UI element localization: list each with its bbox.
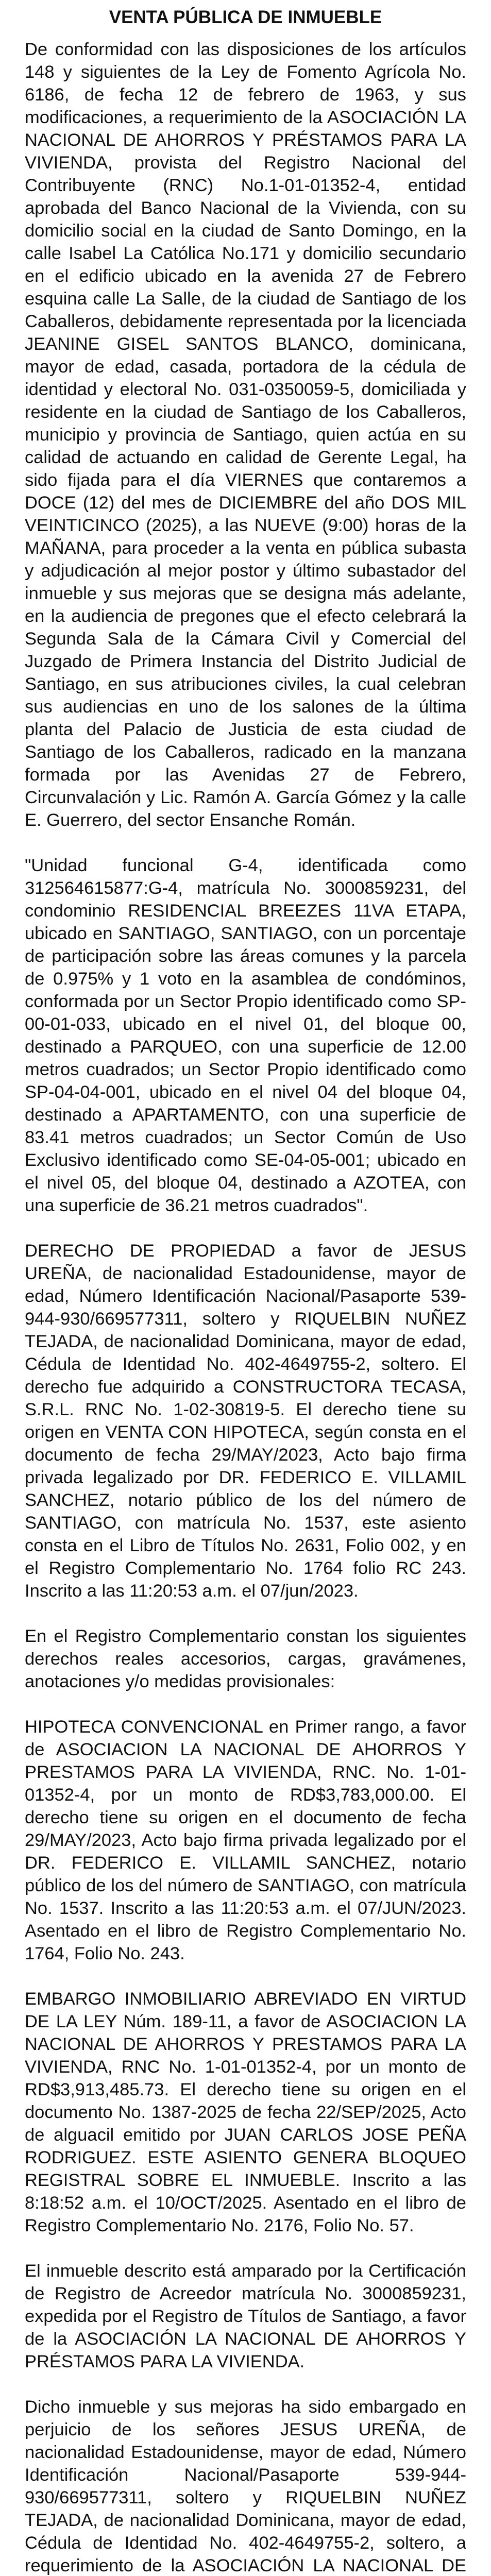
paragraph-complementary-register: En el Registro Complementario constan los siguientes derechos reales accesorios, cargas, gravámenes, anotaciones y/o medidas provisionales: <box>25 1626 466 1691</box>
paragraph-mortgage: HIPOTECA CONVENCIONAL en Primer rango, a favor de ASOCIACION LA NACIONAL DE AHORROS Y PRESTAMOS PARA LA VIVIENDA, RNC. No. 1-01-01352-4, por un monto de RD$3,783,000.00. El derecho tiene su origen en el documento de fecha 29/MAY/2023, Acto bajo firma privada legalizado por el DR. FEDERICO E. VILLAMIL SANCHEZ, notario público de los del número de SANTIAGO, con matrícula No. 1537. Inscrito a las 11:20:53 a.m. el 07/JUN/2023. Asentado en el libro de Registro Complementario No. 1764, Folio No. 243. <box>25 1717 466 1963</box>
paragraph-embargo-parties: Dicho inmueble y sus mejoras ha sido embargado en perjuicio de los señores JESUS UREÑA, de nacionalidad Estadounidense, mayor de edad, Número Identificación Nacional/Pasaporte 539-944-930/669577311, soltero y RIQUELBIN NUÑEZ TEJADA, de nacionalidad Dominicana, mayor de edad, Cédula de Identidad No. 402-4649755-2, soltero, a requerimiento de la ASOCIACIÓN LA NACIONAL DE <box>25 2397 466 2575</box>
notice-title: VENTA PÚBLICA DE INMUEBLE <box>109 7 382 27</box>
paragraph-unit-description: "Unidad funcional G-4, identificada como 312564615877:G-4, matrícula No. 3000859231, del condominio RESIDENCIAL BREEZES 11VA ETAPA, ubicado en SANTIAGO, SANTIAGO, con un porcentaje de participación sobre las áreas comunes y la parcela de 0.975% y 1 voto en la asamblea de condóminos, conformada por un Sector Propio identificado como SP-00-01-033, ubicado en el nivel 01, del bloque 00, destinado a PARQUEO, con una superficie de 12.00 metros cuadrados; un Sector Propio identificado como SP-04-04-001, ubicado en el nivel 04 del bloque 04, destinado a APARTAMENTO, con una superficie de 83.41 metros cuadrados; un Sector Común de Uso Exclusivo identificado como SE-04-05-001; ubicado en el nivel 05, del bloque 04, destinado a AZOTEA, con una superficie de 36.21 metros cuadrados". <box>25 856 466 1215</box>
paragraph-property-right: DERECHO DE PROPIEDAD a favor de JESUS UREÑA, de nacionalidad Estadounidense, mayor de edad, Número Identificación Nacional/Pasaporte 539-944-930/669577311, soltero y RIQUELBIN NUÑEZ TEJADA, de nacionalidad Dominicana, mayor de edad, Cédula de Identidad No. 402-4649755-2, soltero. El derecho fue adquirido a CONSTRUCTORA TECASA, S.R.L. RNC No. 1-02-30819-5. El derecho tiene su origen en VENTA CON HIPOTECA, según consta en el documento de fecha 29/MAY/2023, Acto bajo firma privada legalizado por DR. FEDERICO E. VILLAMIL SANCHEZ, notario público de los del número de SANTIAGO, con matrícula No. 1537, este asiento consta en el Libro de Títulos No. 2631, Folio 002, y en el Registro Complementario No. 1764 folio RC 243. Inscrito a las 11:20:53 a.m. el 07/jun/2023. <box>25 1241 466 1601</box>
paragraph-intro: De conformidad con las disposiciones de los artículos 148 y siguientes de la Ley de Fomento Agrícola No. 6186, de fecha 12 de febrero de 1963, y sus modificaciones, a requerimiento de la ASOCIACIÓN LA NACIONAL DE AHORROS Y PRÉSTAMOS PARA LA VIVIENDA, provista del Registro Nacional del Contribuyente (RNC) No.1-01-01352-4, entidad aprobada del Banco Nacional de la Vivienda, con su domicilio social en la ciudad de Santo Domingo, en la calle Isabel La Católica No.171 y domicilio secundario en el edificio ubicado en la avenida 27 de Febrero esquina calle La Salle, de la ciudad de Santiago de los Caballeros, debidamente representada por la licenciada JEANINE GISEL SANTOS BLANCO, dominicana, mayor de edad, casada, portadora de la cédula de identidad y electoral No. 031-0350059-5, domiciliada y residente en la ciudad de Santiago de los Caballeros, municipio y provincia de Santiago, quien actúa en su calidad de actuando en calidad de Gerente Legal, ha sido fijada para el día VIERNES que contaremos a DOCE (12) del mes de DICIEMBRE del año DOS MIL VEINTICINCO (2025), a las NUEVE (9:00) horas de la MAÑANA, para proceder a la venta en pública subasta y adjudicación al mejor postor y último subastador del inmueble y sus mejoras que se designa más adelante, en la audiencia de pregones que el efecto celebrará la Segunda Sala de la Cámara Civil y Comercial del Juzgado de Primera Instancia del Distrito Judicial de Santiago, en sus atribuciones civiles, la cual celebran sus audiencias en uno de los salones de la última planta del Palacio de Justicia de esta ciudad de Santiago de los Caballeros, radicado en la manzana formada por las Avenidas 27 de Febrero, Circunvalación y Lic. Ramón A. García Gómez y la calle E. Guerrero, del sector Ensanche Román. <box>25 40 466 830</box>
paragraph-seizure: EMBARGO INMOBILIARIO ABREVIADO EN VIRTUD DE LA LEY Núm. 189-11, a favor de ASOCIACION LA NACIONAL DE AHORROS Y PRESTAMOS PARA LA VIVIENDA, RNC No. 1-01-01352-4, por un monto de RD$3,913,485.73. El derecho tiene su origen en el documento No. 1387-2025 de fecha 22/SEP/2025, Acto de alguacil emitido por JUAN CARLOS JOSE PEÑA RODRIGUEZ. ESTE ASIENTO GENERA BLOQUEO REGISTRAL SOBRE EL INMUEBLE. Inscrito a las 8:18:52 a.m. el 10/OCT/2025. Asentado en el libro de Registro Complementario No. 2176, Folio No. 57. <box>25 1989 466 2235</box>
paragraph-certification: El inmueble descrito está amparado por la Certificación de Registro de Acreedor matrícula No. 3000859231, expedida por el Registro de Títulos de Santiago, a favor de la ASOCIACIÓN LA NACIONAL DE AHORROS Y PRÉSTAMOS PARA LA VIVIENDA. <box>25 2261 466 2371</box>
